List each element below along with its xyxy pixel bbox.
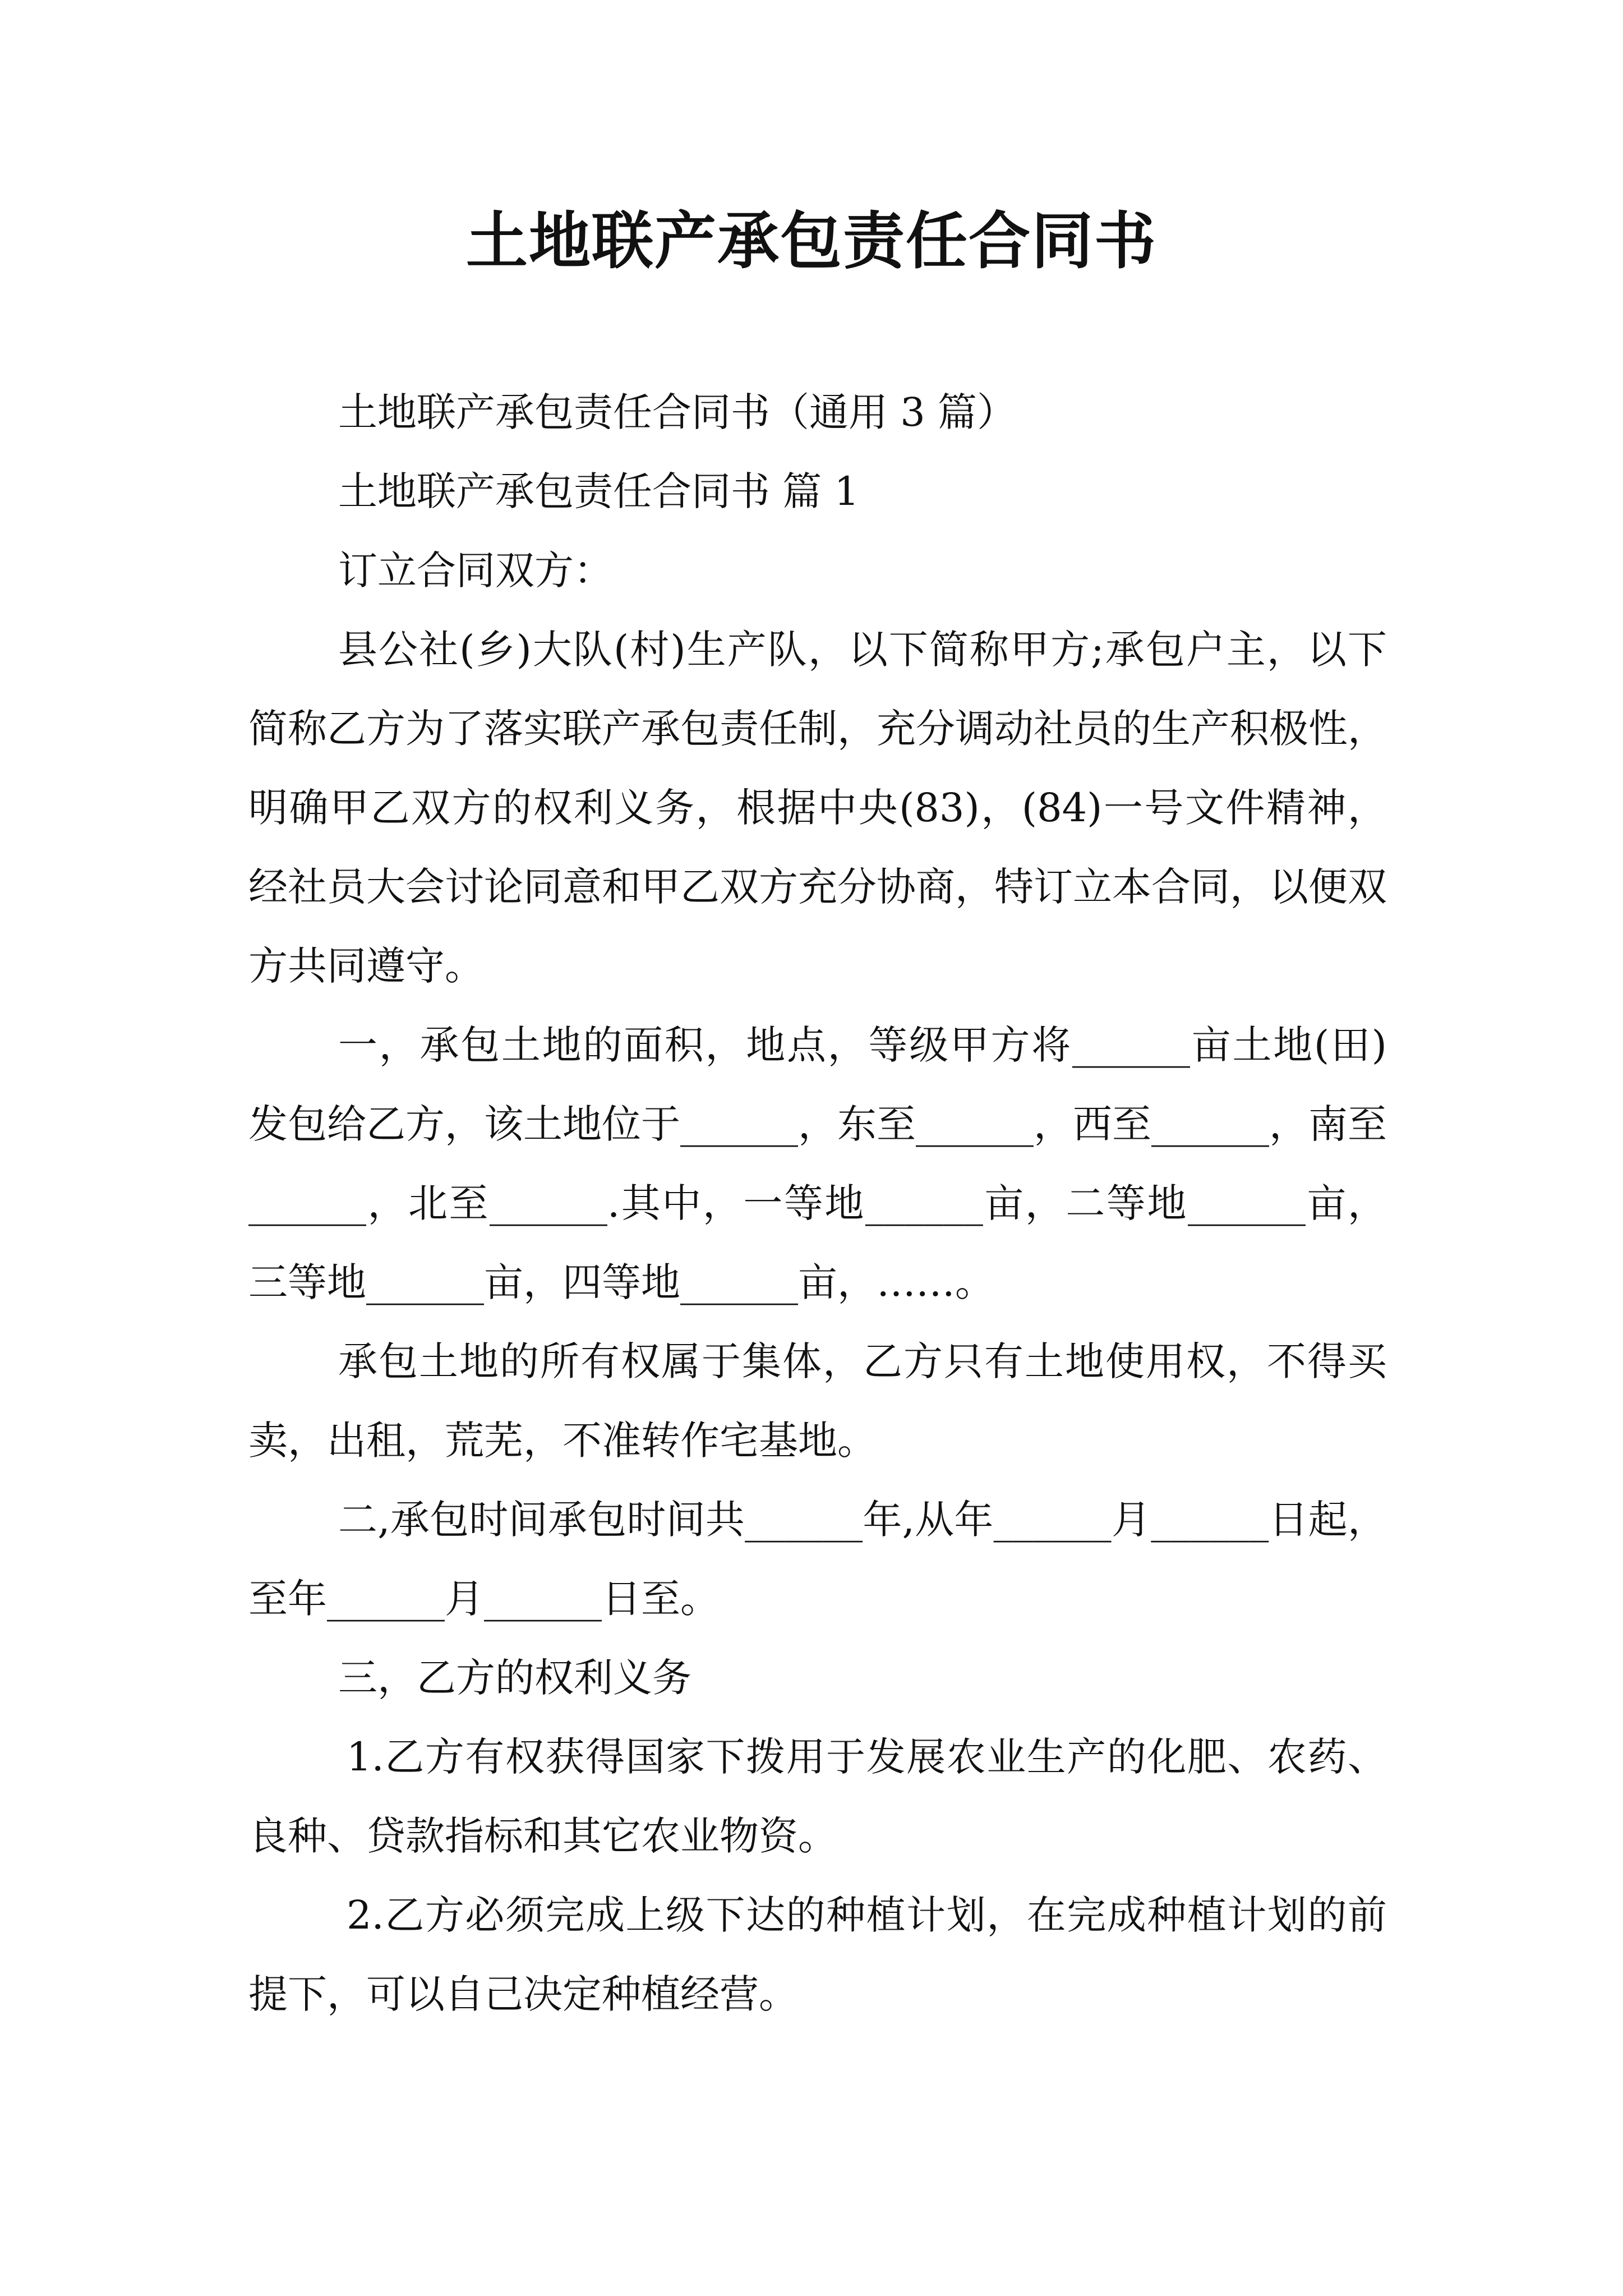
section-heading: 土地联产承包责任合同书 篇 1	[338, 468, 860, 514]
paragraph: 一，承包土地的面积，地点，等级甲方将______亩土地(田)发包给乙方，该土地位于______，东至______，西至______，南至______，北至______.其中，一等地______亩，二等地______亩，三等地______亩，四等地______亩，……。	[248, 1022, 1387, 1305]
paragraph: 1.乙方有权获得国家下拨用于发展农业生产的化肥、农药、良种、贷款指标和其它农业物资。	[248, 1734, 1387, 1859]
document-body	[248, 373, 1387, 2034]
paragraph: 县公社(乡)大队(村)生产队，以下简称甲方;承包户主，以下简称乙方为了落实联产承包责任制，充分调动社员的生产积极性，明确甲乙双方的权利义务，根据中央(83)，(84)一号文件精神，经社员大会讨论同意和甲乙双方充分协商，特订立本合同，以便双方共同遵守。	[248, 627, 1387, 989]
paragraph: 承包土地的所有权属于集体，乙方只有土地使用权，不得买卖，出租，荒芜，不准转作宅基地。	[248, 1338, 1387, 1464]
document-title: 土地联产承包责任合同书	[466, 205, 1157, 277]
paragraph: 二,承包时间承包时间共______年,从年______月______日起，至年______月______日至。	[248, 1497, 1387, 1622]
paragraph: 三，乙方的权利义务	[338, 1655, 691, 1701]
paragraph: 2.乙方必须完成上级下达的种植计划，在完成种植计划的前提下，可以自己决定种植经营。	[248, 1892, 1387, 2017]
subtitle-collection: 土地联产承包责任合同书（通用 3 篇）	[338, 389, 1017, 435]
paragraph: 订立合同双方：	[338, 547, 613, 593]
